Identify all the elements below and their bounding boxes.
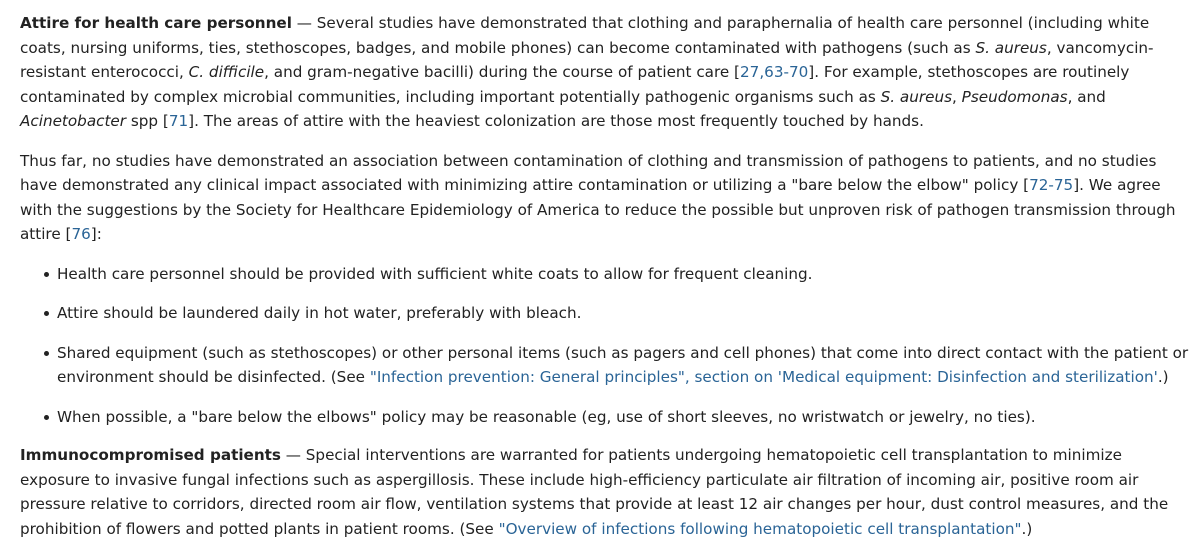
- evidence-paragraph: [20, 149, 1192, 247]
- attire-text: ]. For example, stethoscopes are routinely contaminated by complex microbial communities, including important potentially pathogenic organisms such as: [20, 63, 1130, 106]
- recommendation-list: [20, 262, 1192, 430]
- attire-text: , and gram-negative bacilli) during the course of patient care [: [264, 63, 740, 81]
- article-body: [20, 11, 1192, 556]
- immunocompromised-text: .): [1021, 519, 1033, 538]
- transplant-infections-link[interactable]: "Overview of infections following hematopoietic cell transplantation": [498, 519, 1022, 538]
- evidence-text: Thus far, no studies have demonstrated an association between contamination of clothing and transmission of pathogens to patients, and no studies have demonstrated any clinical impact associated with minimizing attire contamination or utilizing a "bare below the elbow" policy [: [20, 151, 1157, 194]
- list-item: Health care personnel should be provided with sufficient white coats to allow for frequent cleaning.: [57, 262, 1192, 287]
- attire-text: , vancomycin-resistant enterococci,: [20, 38, 1154, 81]
- immunocompromised-paragraph: [20, 443, 1192, 541]
- immunocompromised-text: — Special interventions are warranted for patients undergoing hematopoietic cell transplantation to minimize exposure to invasive fungal infections such as aspergillosis. These include high-efficiency particulate air filtration of incoming air, positive room air pressure relative to corridors, directed room air flow, ventilation systems that provide at least 12 air changes per hour, dust control measures, and the prohibition of flowers and potted plants in patient rooms. (See: [20, 446, 1169, 538]
- list-item: Attire should be laundered daily in hot water, preferably with bleach.: [57, 301, 1192, 326]
- organism-c-difficile: C. difficile: [188, 63, 265, 81]
- list-item-text: Shared equipment (such as stethoscopes) or other personal items (such as pagers and cell phones) that come into direct contact with the patient or environment should be disinfected. (See: [57, 343, 1189, 386]
- attire-heading: Attire for health care personnel: [20, 14, 292, 32]
- organism-pseudomonas: Pseudomonas: [961, 87, 1068, 106]
- organism-s-aureus: S. aureus: [880, 87, 952, 106]
- attire-text: , and: [1067, 87, 1106, 106]
- attire-text: spp [: [126, 112, 169, 130]
- reference-link[interactable]: 27,63-70: [740, 63, 809, 81]
- reference-link[interactable]: 72-75: [1029, 176, 1074, 194]
- attire-text: ,: [952, 87, 962, 106]
- attire-text: — Several studies have demonstrated that clothing and paraphernalia of health care personnel (including white coats, nursing uniforms, ties, stethoscopes, badges, and mobile phones) can become contaminated with pathogens (such as: [20, 14, 1150, 57]
- attire-text: ]. The areas of attire with the heaviest colonization are those most frequently touched by hands.: [188, 112, 924, 130]
- list-item: When possible, a "bare below the elbows" policy may be reasonable (eg, use of short sleeves, no wristwatch or jewelry, no ties).: [57, 405, 1192, 430]
- reference-link[interactable]: 71: [168, 112, 189, 130]
- evidence-text: ]. We agree with the suggestions by the Society for Healthcare Epidemiology of America to reduce the possible but unproven risk of pathogen transmission through attire [: [20, 176, 1176, 243]
- reference-link[interactable]: 76: [71, 225, 91, 243]
- attire-paragraph: [20, 11, 1192, 134]
- immunocompromised-heading: Immunocompromised patients: [20, 446, 281, 464]
- organism-s-aureus: S. aureus: [975, 38, 1047, 57]
- infection-prevention-link[interactable]: "Infection prevention: General principles", section on 'Medical equipment: Disinfection and sterilization': [369, 368, 1158, 386]
- list-item: [57, 341, 1192, 390]
- organism-acinetobacter: Acinetobacter: [20, 112, 127, 130]
- list-item-text: .): [1157, 368, 1169, 386]
- evidence-text: ]:: [90, 225, 102, 243]
